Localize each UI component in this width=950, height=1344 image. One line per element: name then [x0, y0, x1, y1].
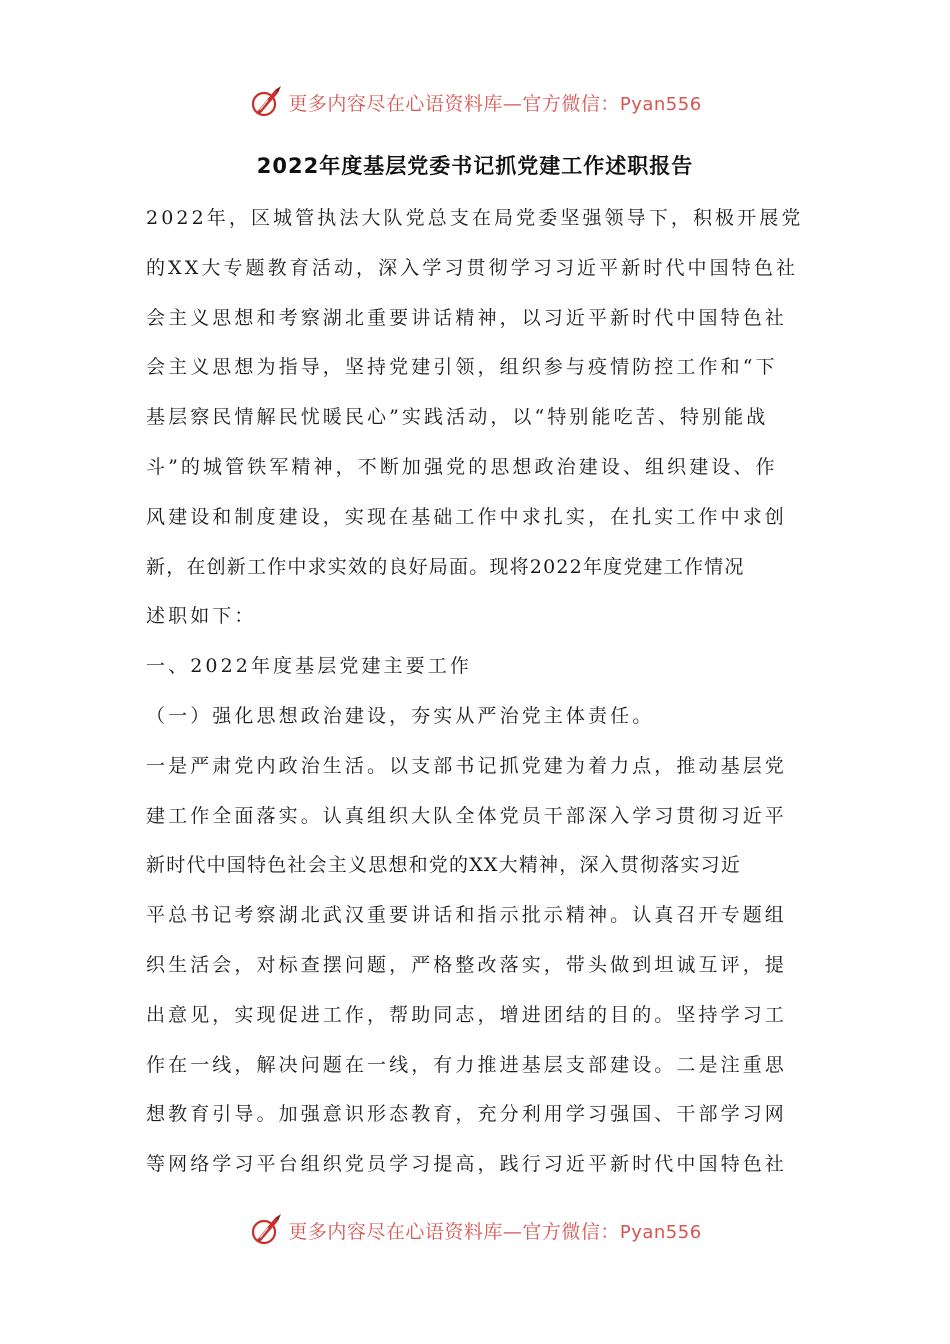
- watermark-header: [0, 80, 950, 124]
- body-line: 织生活会，对标查摆问题，严格整改落实，带头做到坦诚互评，提: [146, 953, 787, 976]
- watermark-text: 更多内容尽在心语资料库—官方微信：Pyan556: [288, 92, 702, 115]
- document-body: [146, 194, 806, 1190]
- body-line: 等网络学习平台组织党员学习提高，践行习近平新时代中国特色社: [146, 1153, 787, 1176]
- body-line: 的XX大专题教育活动，深入学习贯彻学习习近平新时代中国特色社: [146, 256, 799, 279]
- body-line: 述职如下：: [146, 605, 257, 628]
- body-line: 会主义思想和考察湖北重要讲话精神，以习近平新时代中国特色社: [146, 306, 787, 329]
- quill-logo-icon: [248, 84, 284, 120]
- body-line: 作在一线，解决问题在一线，有力推进基层支部建设。二是注重思: [146, 1053, 787, 1076]
- body-line: 出意见，实现促进工作，帮助同志，增进团结的目的。坚持学习工: [146, 1003, 787, 1026]
- document-title: 2022年度基层党委书记抓党建工作述职报告: [256, 154, 694, 178]
- quill-logo-icon: [248, 1212, 284, 1248]
- body-line: 平总书记考察湖北武汉重要讲话和指示批示精神。认真召开专题组: [146, 904, 787, 927]
- body-line: 一是严肃党内政治生活。以支部书记抓党建为着力点，推动基层党: [146, 754, 787, 777]
- body-line: 基层察民情解民忧暖民心”实践活动，以“特别能吃苦、特别能战: [146, 406, 769, 429]
- body-line: 斗”的城管铁军精神，不断加强党的思想政治建设、组织建设、作: [146, 455, 778, 478]
- body-line: 2022年，区城管执法大队党总支在局党委坚强领导下，积极开展党: [146, 207, 804, 229]
- watermark-text: 更多内容尽在心语资料库—官方微信：Pyan556: [288, 1220, 702, 1243]
- watermark-footer: [0, 1208, 950, 1252]
- body-line: 新，在创新工作中求实效的良好局面。现将2022年度党建工作情况: [146, 555, 745, 578]
- body-line: 会主义思想为指导，坚持党建引领，组织参与疫情防控工作和“下: [146, 356, 778, 379]
- body-line: 想教育引导。加强意识形态教育，充分利用学习强国、干部学习网: [146, 1103, 787, 1126]
- section-heading: 一、2022年度基层党建主要工作: [146, 655, 472, 678]
- body-line: 建工作全面落实。认真组织大队全体党员干部深入学习贯彻习近平: [146, 804, 787, 827]
- subsection-heading: （一）强化思想政治建设，夯实从严治党主体责任。: [146, 704, 655, 727]
- body-line: 新时代中国特色社会主义思想和党的XX大精神，深入贯彻落实习近: [146, 854, 742, 877]
- body-line: 风建设和制度建设，实现在基础工作中求扎实，在扎实工作中求创: [146, 505, 787, 528]
